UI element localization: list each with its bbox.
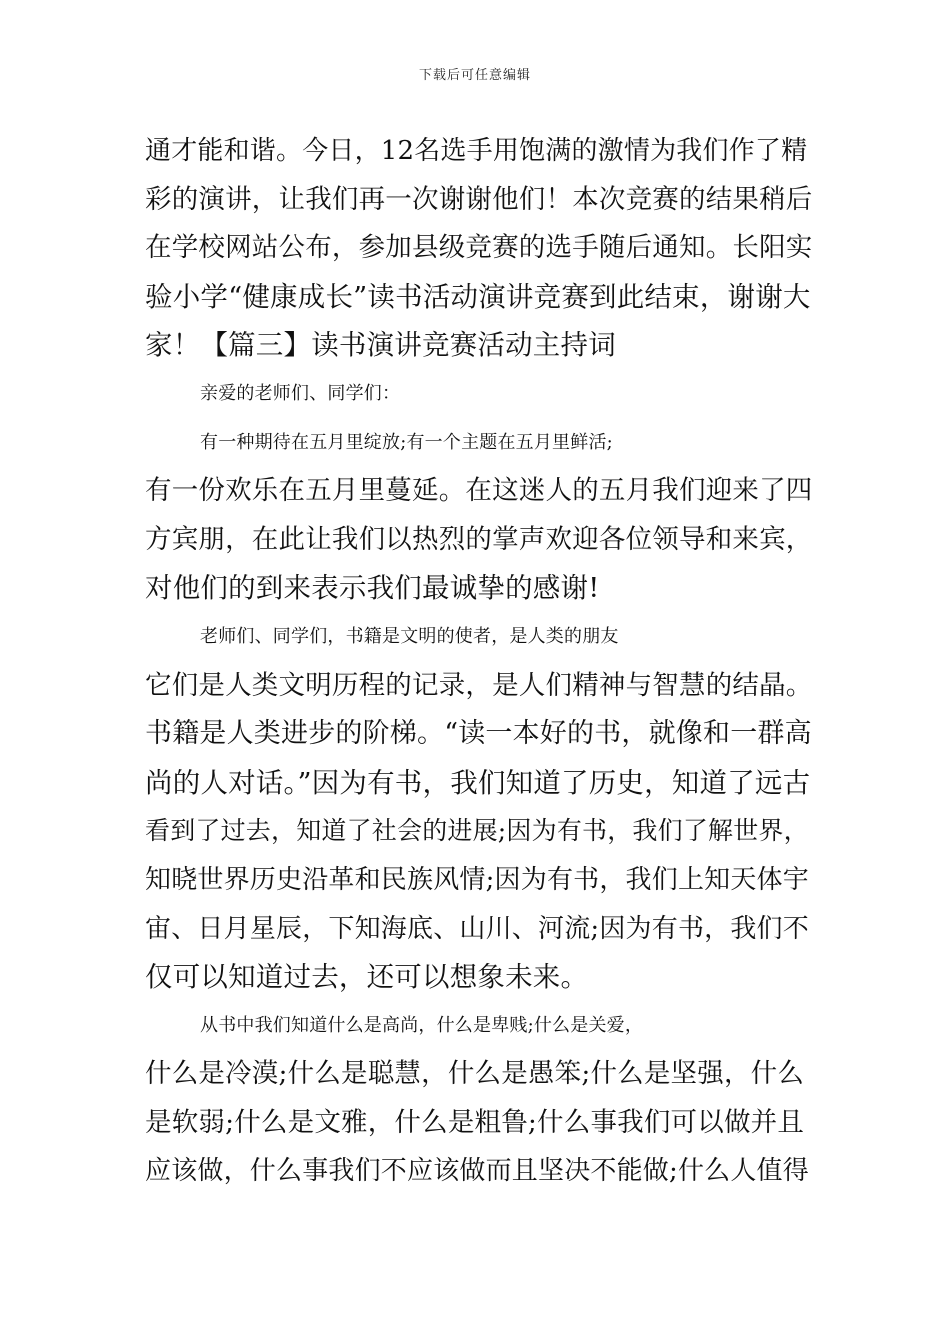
text-line: 书籍是人类进步的阶梯。“读一本好的书，就像和一群高 (145, 718, 812, 750)
document-body (145, 127, 813, 1196)
text-line: 从书中我们知道什么是高尚，什么是卑贱;什么是关爱， (200, 1014, 644, 1036)
text-line: 老师们、同学们，书籍是文明的使者，是人类的朋友 (200, 625, 619, 647)
text-line: 尚的人对话。”因为有书，我们知道了历史，知道了远古 (145, 766, 811, 799)
text-line: 是软弱;什么是文雅，什么是粗鲁;什么事我们可以做并且 (145, 1106, 805, 1138)
text-line: 什么是冷漠;什么是聪慧，什么是愚笨;什么是坚强，什么 (145, 1058, 805, 1090)
text-line: 亲爱的老师们、同学们： (200, 382, 401, 404)
text-line: 它们是人类文明历程的记录，是人们精神与智慧的结晶。 (145, 669, 813, 701)
text-line: 应该做，什么事我们不应该做而且坚决不能做;什么人值得 (145, 1156, 809, 1187)
text-line: 看到了过去，知道了社会的进展;因为有书，我们了解世界， (145, 816, 809, 846)
text-line: 通才能和谐。今日，12名选手用饱满的激情为我们作了精 (145, 136, 808, 166)
text-line: 方宾朋，在此让我们以热烈的掌声欢迎各位领导和来宾， (145, 523, 813, 555)
text-line: 验小学“健康成长”读书活动演讲竞赛到此结束，谢谢大 (145, 280, 811, 313)
text-line: 宙、日月星辰，下知海底、山川、河流;因为有书，我们不 (145, 913, 809, 944)
text-line: 彩的演讲，让我们再一次谢谢他们！本次竞赛的结果稍后 (145, 183, 813, 215)
text-line: 仅可以知道过去，还可以想象未来。 (145, 961, 589, 994)
text-line: 知晓世界历史沿革和民族风情;因为有书，我们上知天体宇 (145, 864, 809, 895)
text-line: 有一种期待在五月里绽放;有一个主题在五月里鲜活; (200, 431, 613, 453)
text-line: 对他们的到来表示我们最诚挚的感谢! (145, 572, 600, 605)
text-line: 有一份欢乐在五月里蔓延。在这迷人的五月我们迎来了四 (145, 475, 813, 507)
page-header: 下载后可任意编辑 (418, 68, 531, 83)
text-line: 家！【篇三】读书演讲竞赛活动主持词 (145, 329, 616, 362)
text-line: 在学校网站公布，参加县级竞赛的选手随后通知。长阳实 (145, 232, 813, 264)
